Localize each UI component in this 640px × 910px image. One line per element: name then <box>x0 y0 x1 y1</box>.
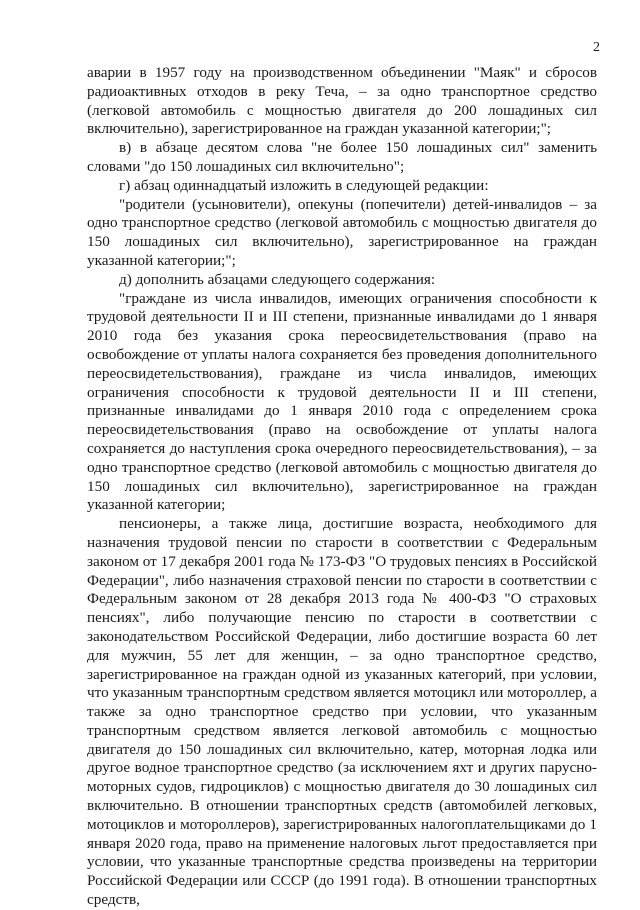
paragraph: пенсионеры, а также лица, достигшие возраста, необходимого для назначения трудовой пенсии по старости в соответствии с Федеральным законом от 17 декабря 2001 года № 173-ФЗ "О трудовых пенсиях в Российской Федерации", либо назначения страховой пенсии по старости в соответствии с Федеральным законом от 28 декабря 2013 года № 400-ФЗ "О страховых пенсиях", либо получающие пенсию по старости в соответствии с законодательством Российской Федерации, либо достигшие возраста 60 лет для мужчин, 55 лет для женщин, – за одно транспортное средство, зарегистрированное на граждан одной из указанных категорий, при условии, что указанным транспортным средством является мотоцикл или мотороллер, а также за одно транспортное средство при условии, что указанным транспортным средством является легковой автомобиль с мощностью двигателя до 150 лошадиных сил включительно, катер, моторная лодка или другое водное транспортное средство (за исключением яхт и других парусно-моторных судов, гидроциклов) с мощностью двигателя до 30 лошадиных сил включительно. В отношении транспортных средств (автомобилей легковых, мотоциклов и мотороллеров), зарегистрированных налогоплательщиками до 1 января 2020 года, право на применение налоговых льгот предоставляется при условии, что указанные транспортные средства произведены на территории Российской Федерации или СССР (до 1991 года). В отношении транспортных средств, <box>87 515 597 909</box>
paragraph: д) дополнить абзацами следующего содержания: <box>119 270 436 288</box>
paragraph: "граждане из числа инвалидов, имеющих ограничения способности к трудовой деятельности II и III степени, признанные инвалидами до 1 января 2010 года без указания срока переосвидетельствования (право на освобождение от уплаты налога сохраняется без проведения дополнительного переосвидетельствования), граждане из числа инвалидов, имеющих ограничения способности к трудовой деятельности II и III степени, признанные инвалидами до 1 января 2010 года с определением срока переосвидетельствования (право на освобождение от уплаты налога сохраняется до наступления срока очередного переосвидетельствования), – за одно транспортное средство (легковой автомобиль с мощностью двигателя до 150 лошадиных сил включительно), зарегистрированное на граждан указанной категории; <box>87 289 597 514</box>
paragraph: "родители (усыновители), опекуны (попечители) детей-инвалидов – за одно транспортное средство (легковой автомобиль с мощностью двигателя до 150 лошадиных сил включительно), зарегистрированное на граждан указанной категории;"; <box>87 195 597 269</box>
page-number: 2 <box>593 40 600 55</box>
document-body <box>87 64 597 910</box>
paragraph: в) в абзаце десятом слова "не более 150 лошадиных сил" заменить словами "до 150 лошадиных сил включительно"; <box>87 139 597 175</box>
paragraph: г) абзац одиннадцатый изложить в следующей редакции: <box>119 176 489 194</box>
paragraph: аварии в 1957 году на производственном объединении "Маяк" и сбросов радиоактивных отходов в реку Теча, – за одно транспортное средство (легковой автомобиль с мощностью двигателя до 200 лошадиных сил включительно), зарегистрированное на граждан указанной категории;"; <box>87 64 597 138</box>
